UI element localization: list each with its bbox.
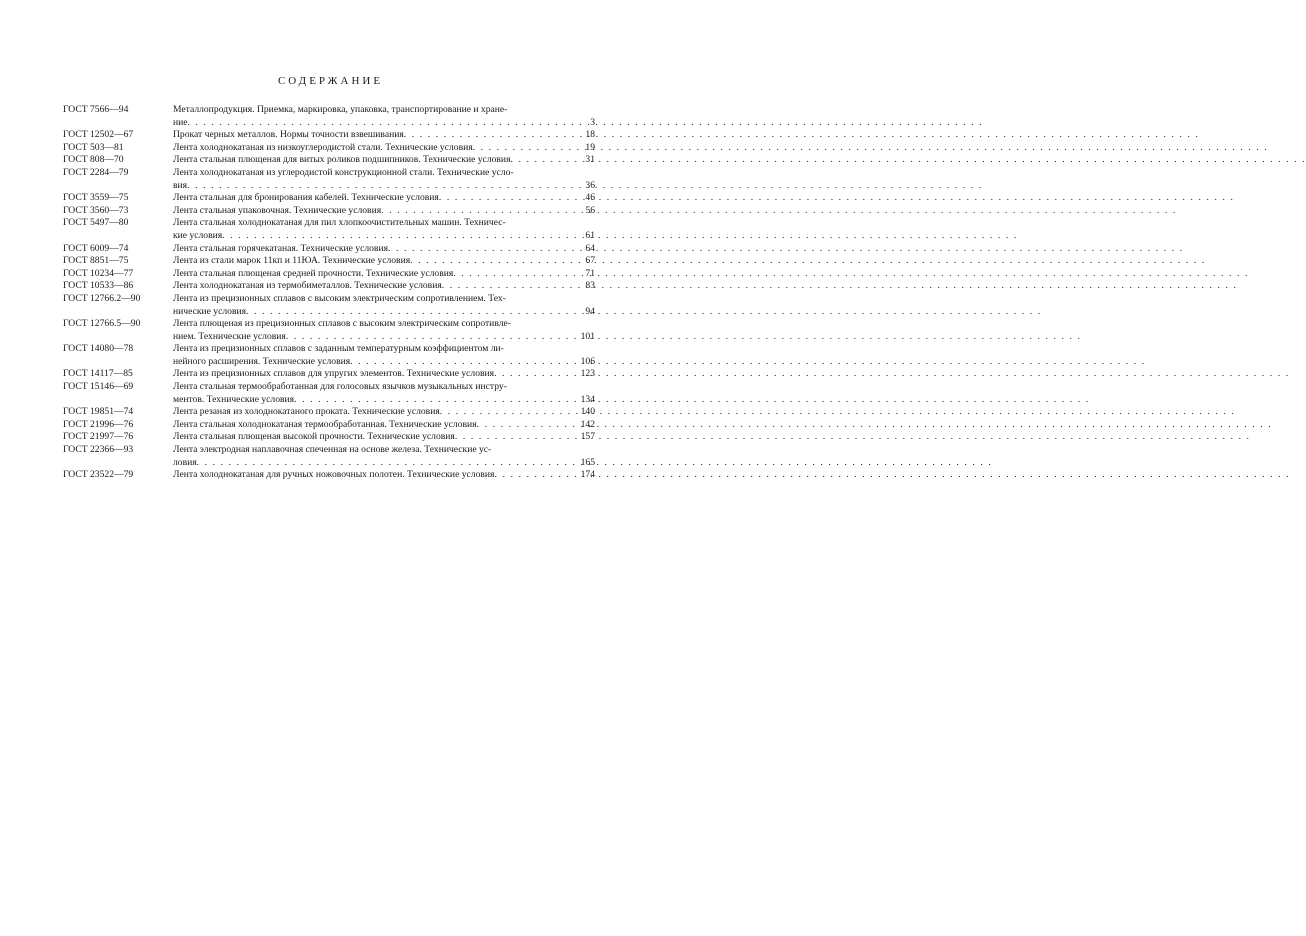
entry-description — [173, 368, 595, 381]
entry-title-line: Лента из стали марок 11кп и 11ЮА. Технические условия — [173, 255, 411, 267]
entry-description — [173, 205, 595, 218]
toc-entry — [63, 154, 595, 167]
entry-last-line — [173, 469, 595, 482]
dot-leader — [350, 356, 578, 369]
dot-leader — [222, 230, 583, 243]
entry-title-line: ловия — [173, 456, 197, 468]
entry-title-line: Лента стальная горячекатаная. Технические условия — [173, 242, 388, 254]
standard-code: ГОСТ 7566—94 — [63, 104, 129, 115]
standard-code: ГОСТ 14080—78 — [63, 343, 134, 355]
page-number: 19 — [585, 141, 595, 153]
toc-entry — [63, 280, 595, 293]
toc-entry — [63, 419, 595, 432]
dot-leader — [440, 406, 579, 419]
entry-description — [173, 343, 595, 368]
standard-code: ГОСТ 14117—85 — [63, 368, 133, 380]
entry-title-line: вия — [173, 179, 188, 191]
entry-description — [173, 104, 595, 129]
entry-title-line: Лента стальная термообработанная для голосовых язычков музыкальных инстру- — [173, 381, 507, 393]
dot-leader — [410, 255, 583, 268]
entry-title-line: Лента резаная из холоднокатаного проката. Технические условия — [173, 406, 440, 418]
standard-code: ГОСТ 12766.5—90 — [63, 318, 141, 330]
entry-title-line: Металлопродукция. Приемка, маркировка, упаковка, транспортирование и хране- — [173, 104, 508, 115]
dot-leader — [442, 280, 584, 293]
page-number: 56 — [585, 204, 595, 216]
dot-leader — [197, 457, 579, 470]
standard-code: ГОСТ 21996—76 — [63, 418, 134, 430]
table-of-contents — [63, 104, 595, 482]
standard-code: ГОСТ 22366—93 — [63, 444, 134, 456]
toc-entry — [63, 129, 595, 142]
entry-last-line — [173, 192, 595, 205]
page-number: 142 — [580, 418, 595, 430]
toc-entry — [63, 368, 595, 381]
standard-code: ГОСТ 2284—79 — [63, 166, 129, 178]
page-title: СОДЕРЖАНИЕ — [277, 75, 384, 87]
standard-code: ГОСТ 8851—75 — [63, 255, 129, 267]
page-number: 36 — [585, 179, 595, 191]
dot-leader — [294, 394, 579, 407]
page-number: 165 — [580, 456, 595, 468]
entry-title-line: Лента плющеная из прецизионных сплавов с высоким электрическим сопротивле- — [173, 318, 511, 330]
entry-last-line — [173, 129, 595, 142]
entry-title-line: ментов. Технические условия — [173, 393, 295, 405]
page-number: 106 — [580, 355, 595, 367]
entry-last-line — [173, 154, 595, 167]
entry-title-line: Лента стальная холоднокатаная термообработанная. Технические условия — [173, 418, 477, 430]
standard-code: ГОСТ 6009—74 — [63, 242, 129, 254]
entry-description — [173, 419, 595, 432]
page-number: 140 — [580, 406, 595, 418]
dot-leader — [494, 368, 579, 381]
standard-code: ГОСТ 3559—75 — [63, 192, 129, 204]
entry-title-line: Лента холоднокатаная из термобиметаллов. Технические условия — [173, 280, 442, 292]
entry-last-line — [173, 142, 595, 155]
page-number: 3 — [590, 116, 595, 128]
standard-code: ГОСТ 503—81 — [63, 141, 124, 153]
toc-entry — [63, 343, 595, 368]
page-number: 174 — [580, 469, 595, 481]
dot-leader — [473, 142, 584, 155]
standard-code: ГОСТ 12502—67 — [63, 129, 134, 141]
page-number: 71 — [585, 267, 595, 279]
standard-code: ГОСТ 12766.2—90 — [63, 292, 141, 304]
page-number: 67 — [585, 255, 595, 267]
standard-code: ГОСТ 5497—80 — [63, 217, 129, 229]
entry-description — [173, 318, 595, 343]
dot-leader — [439, 192, 584, 205]
toc-entry — [63, 255, 595, 268]
entry-last-line — [173, 306, 595, 319]
entry-description — [173, 381, 595, 406]
toc-entry — [63, 167, 595, 192]
toc-entry — [63, 268, 595, 281]
entry-title-line: Лента из прецизионных сплавов с заданным температурным коэффициентом ли- — [173, 343, 504, 355]
entry-last-line — [173, 356, 595, 369]
entry-title-line: Лента холоднокатаная для ручных ножовочных полотен. Технические условия — [173, 469, 495, 481]
toc-entry — [63, 142, 595, 155]
entry-description — [173, 192, 595, 205]
toc-entry — [63, 431, 595, 444]
standard-code: ГОСТ 808—70 — [63, 154, 124, 166]
dot-leader — [455, 431, 579, 444]
entry-last-line — [173, 230, 595, 243]
entry-description — [173, 243, 595, 256]
dot-leader — [453, 268, 583, 281]
entry-last-line — [173, 255, 595, 268]
toc-entry — [63, 192, 595, 205]
dot-leader — [477, 419, 579, 432]
standard-code: ГОСТ 10533—86 — [63, 280, 134, 292]
entry-last-line — [173, 117, 595, 130]
entry-title-line: нейного расширения. Технические условия — [173, 355, 351, 367]
page-number: 134 — [580, 393, 595, 405]
standard-code: ГОСТ 19851—74 — [63, 406, 134, 418]
entry-last-line — [173, 394, 595, 407]
page-number: 61 — [585, 229, 595, 241]
entry-title-line: Лента холоднокатаная из углеродистой конструкционной стали. Технические усло- — [173, 166, 514, 178]
entry-description — [173, 406, 595, 419]
entry-title-line: Лента стальная для бронирования кабелей. Технические условия — [173, 192, 439, 204]
entry-last-line — [173, 431, 595, 444]
toc-entry — [63, 406, 595, 419]
standard-code: ГОСТ 15146—69 — [63, 381, 134, 393]
entry-description — [173, 293, 595, 318]
toc-entry — [63, 318, 595, 343]
page-number: 101 — [580, 330, 595, 342]
page-number: 157 — [580, 431, 595, 443]
entry-title-line: Лента из прецизионных сплавов для упругих элементов. Технические условия — [173, 368, 495, 380]
entry-last-line — [173, 205, 595, 218]
page-number: 46 — [585, 192, 595, 204]
entry-title-line: кие условия — [173, 229, 223, 241]
dot-leader — [510, 154, 583, 167]
toc-entry — [63, 243, 595, 256]
entry-description — [173, 142, 595, 155]
entry-description — [173, 129, 595, 142]
toc-entry — [63, 104, 595, 129]
entry-description — [173, 431, 595, 444]
entry-last-line — [173, 331, 595, 344]
entry-last-line — [173, 457, 595, 470]
page-number: 94 — [585, 305, 595, 317]
standard-code: ГОСТ 3560—73 — [63, 204, 129, 216]
page-number: 123 — [580, 368, 595, 380]
entry-description — [173, 217, 595, 242]
page-number: 31 — [585, 154, 595, 166]
page-number: 83 — [585, 280, 595, 292]
entry-description — [173, 280, 595, 293]
page-number: 18 — [585, 129, 595, 141]
dot-leader — [188, 117, 589, 130]
entry-title-line: Лента стальная плющеная средней прочности. Технические условия — [173, 267, 454, 279]
dot-leader — [388, 243, 583, 256]
entry-description — [173, 255, 595, 268]
entry-title-line: Лента стальная упаковочная. Технические условия — [173, 204, 382, 216]
entry-last-line — [173, 368, 595, 381]
dot-leader — [187, 180, 583, 193]
entry-description — [173, 167, 595, 192]
entry-title-line: ние — [173, 116, 188, 128]
entry-last-line — [173, 406, 595, 419]
standard-code: ГОСТ 23522—79 — [63, 469, 134, 481]
entry-last-line — [173, 180, 595, 193]
toc-entry — [63, 293, 595, 318]
dot-leader — [286, 331, 579, 344]
entry-title-line: Прокат черных металлов. Нормы точности взвешивания — [173, 129, 404, 141]
entry-title-line: Лента электродная наплавочная спеченная на основе железа. Технические ус- — [173, 444, 492, 456]
entry-description — [173, 268, 595, 281]
entry-last-line — [173, 268, 595, 281]
page-number: 64 — [585, 242, 595, 254]
standard-code: ГОСТ 21997—76 — [63, 431, 134, 443]
entry-title-line: Лента стальная плющеная высокой прочности. Технические условия — [173, 431, 455, 443]
entry-title-line: Лента стальная холоднокатаная для пил хлопкоочистительных машин. Техничес- — [173, 217, 506, 229]
dot-leader — [381, 205, 583, 218]
toc-entry — [63, 469, 595, 482]
toc-entry — [63, 381, 595, 406]
toc-entry — [63, 205, 595, 218]
entry-last-line — [173, 419, 595, 432]
dot-leader — [404, 129, 584, 142]
entry-description — [173, 154, 595, 167]
entry-last-line — [173, 280, 595, 293]
toc-entry — [63, 217, 595, 242]
entry-description — [173, 444, 595, 469]
entry-last-line — [173, 243, 595, 256]
dot-leader — [494, 469, 578, 482]
entry-description — [173, 469, 595, 482]
entry-title-line: Лента стальная плющеная для витых роликов подшипников. Технические условия — [173, 154, 511, 166]
entry-title-line: нические условия — [173, 305, 247, 317]
entry-title-line: нием. Технические условия — [173, 330, 286, 342]
dot-leader — [246, 306, 583, 319]
entry-title-line: Лента холоднокатаная из низкоуглеродистой стали. Технические условия — [173, 141, 473, 153]
entry-title-line: Лента из прецизионных сплавов с высоким электрическим сопротивлением. Тех- — [173, 292, 506, 304]
standard-code: ГОСТ 10234—77 — [63, 267, 134, 279]
toc-entry — [63, 444, 595, 469]
